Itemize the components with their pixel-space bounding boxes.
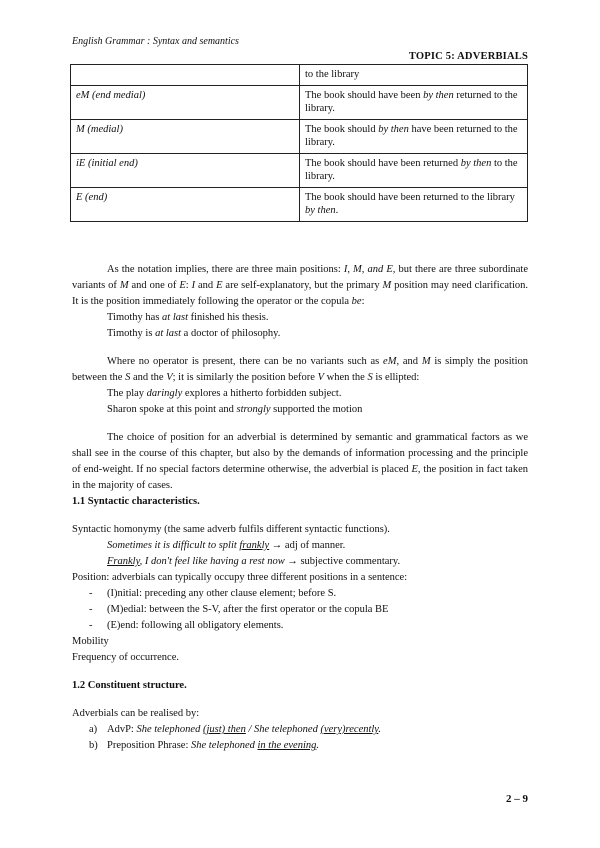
table-cell-position: eM (end medial) (71, 86, 300, 120)
realisation-list (72, 722, 528, 754)
table-row (71, 86, 528, 120)
list-item: - (I)nitial: preceding any other clause element; before S. (89, 586, 528, 602)
position-text: Position: adverbials can typically occupy three different positions in a sentence: (72, 572, 408, 583)
paragraph-choice-of-position: The choice of position for an adverbial is determined by semantic and grammatical factors as we shall see in the course of this chapter, but also by the demands of information processing and the principle of end-weight. If no special factors determine otherwise, the adverbial is placed E, the position in fact taken in the majority of cases. (72, 432, 528, 491)
table-cell-example: The book should have been returned by then to the library. (300, 154, 528, 188)
example-sentence: Sometimes it is difficult to split frankly → adj of manner. (107, 540, 346, 551)
table-cell-position: iE (initial end) (71, 154, 300, 188)
paragraph-notation: As the notation implies, there are three main positions: I, M, and E, but there are three subordinate variants of M and one of E: I and E are self-explanatory, but the primary M position may need clarification. It is the position immediately following the operator or the copula be: (72, 264, 528, 307)
table-cell-position: M (medial) (71, 120, 300, 154)
list-item: - (M)edial: between the S-V, after the first operator or the copula BE (89, 602, 528, 618)
example-sentence: Timothy has at last finished his thesis. (107, 312, 269, 323)
table-row (71, 65, 528, 86)
table-row (71, 188, 528, 222)
section-heading-syntactic: 1.1 Syntactic characteristics. (72, 496, 200, 507)
table-cell-position (71, 65, 300, 86)
example-sentence: Timothy is at last a doctor of philosophy. (107, 328, 281, 339)
mobility-text: Mobility (72, 636, 109, 647)
realised-by-text: Adverbials can be realised by: (72, 708, 200, 719)
frequency-text: Frequency of occurrence. (72, 652, 179, 663)
example-sentence: The play daringly explores a hitherto forbidden subject. (107, 388, 342, 399)
page-number: 2 – 9 (506, 793, 528, 805)
list-item: b) Preposition Phrase: She telephoned in the evening. (89, 740, 320, 751)
table-cell-position: E (end) (71, 188, 300, 222)
body-text (72, 262, 528, 754)
table-row (71, 154, 528, 188)
table-cell-example: The book should have been by then returned to the library. (300, 86, 528, 120)
running-header-title: English Grammar : Syntax and semantics (72, 36, 239, 47)
example-sentence: Frankly, I don't feel like having a rest now → subjective commentary. (107, 556, 401, 567)
table-cell-example: The book should have been returned to the library by then. (300, 188, 528, 222)
paragraph-no-operator: Where no operator is present, there can be no variants such as eM, and M is simply the position between the S and the V; it is similarly the position before V when the S is ellipted: (72, 356, 528, 383)
positions-table (70, 64, 528, 222)
table-cell-example: The book should by then have been returned to the library. (300, 120, 528, 154)
section-heading-constituent: 1.2 Constituent structure. (72, 680, 187, 691)
homonymy-text: Syntactic homonymy (the same adverb fulfils different syntactic functions). (72, 524, 390, 535)
list-item: - (E)end: following all obligatory elements. (89, 618, 528, 634)
list-item: a) AdvP: She telephoned (just) then / She telephoned (very)recently. (89, 724, 382, 735)
table-cell-example: to the library (300, 65, 528, 86)
table-row (71, 120, 528, 154)
example-sentence: Sharon spoke at this point and strongly supported the motion (107, 404, 363, 415)
running-header-topic: TOPIC 5: ADVERBIALS (408, 51, 528, 62)
position-list (72, 586, 528, 634)
